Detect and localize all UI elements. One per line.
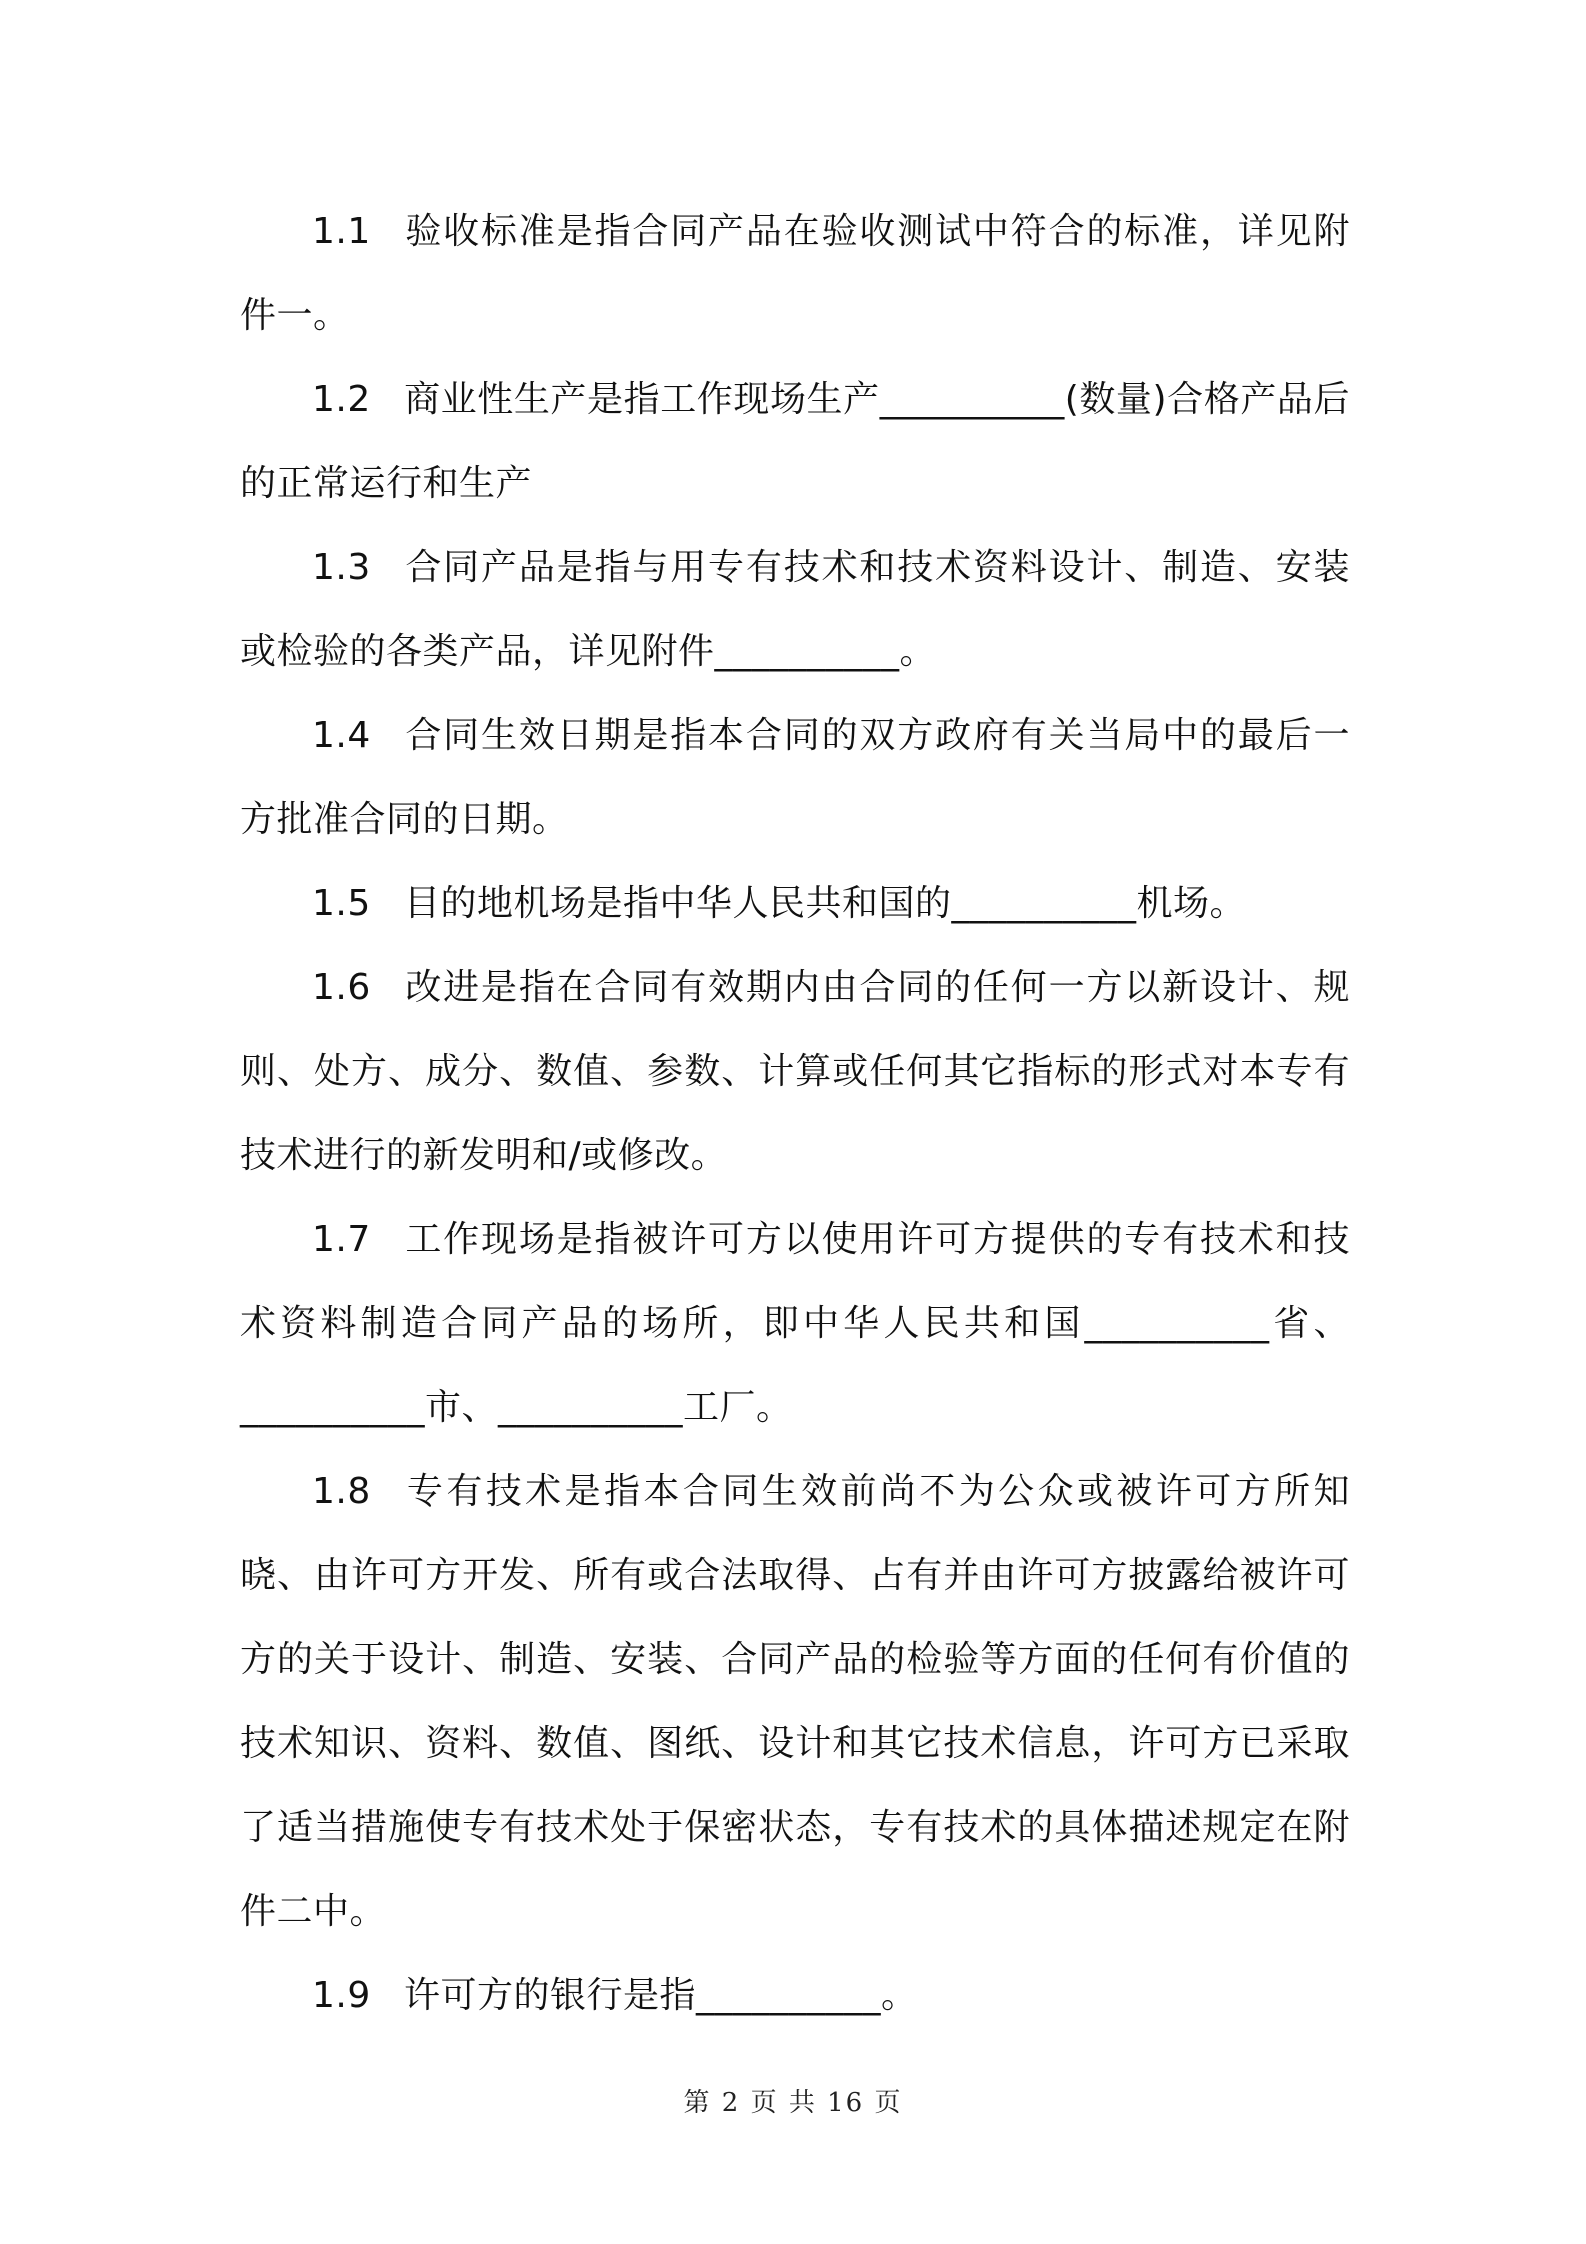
clause-text: 改进是指在合同有效期内由合同的任何一方以新设计、规则、处方、成分、数值、参数、计算或任何其它指标的形式对本专有技术进行的新发明和/或修改。 [240, 967, 1350, 1176]
clause-text: 验收标准是指合同产品在验收测试中符合的标准，详见附件一。 [240, 211, 1350, 336]
clause-text: 商业性生产是指工作现场生产__________(数量)合格产品后的正常运行和生产 [240, 379, 1350, 504]
clause-1-5 [240, 862, 1350, 946]
clause-1-7 [240, 1198, 1350, 1450]
clause-number: 1.4 [312, 715, 371, 756]
clause-1-1 [240, 190, 1350, 358]
page-number-footer: 第 2 页 共 16 页 [683, 2088, 903, 2118]
clause-1-8 [240, 1450, 1350, 1954]
clause-number: 1.2 [312, 379, 371, 420]
clause-number: 1.9 [312, 1975, 371, 2016]
clause-number: 1.3 [312, 547, 371, 588]
clause-1-3 [240, 526, 1350, 694]
clause-number: 1.5 [312, 883, 371, 924]
clause-1-4 [240, 694, 1350, 862]
clause-1-2 [240, 358, 1350, 526]
clause-text: 许可方的银行是指__________。 [404, 1975, 918, 2016]
clause-number: 1.8 [312, 1471, 371, 1512]
clause-number: 1.7 [312, 1219, 371, 1260]
clause-1-9 [240, 1954, 1350, 2038]
clause-list [240, 190, 1350, 2038]
clause-number: 1.1 [312, 211, 371, 252]
clause-number: 1.6 [312, 967, 371, 1008]
clause-text: 合同产品是指与用专有技术和技术资料设计、制造、安装或检验的各类产品，详见附件__________。 [240, 547, 1350, 672]
clause-text: 合同生效日期是指本合同的双方政府有关当局中的最后一方批准合同的日期。 [240, 715, 1350, 840]
clause-text: 目的地机场是指中华人民共和国的__________机场。 [404, 883, 1247, 924]
clause-text: 专有技术是指本合同生效前尚不为公众或被许可方所知晓、由许可方开发、所有或合法取得、占有并由许可方披露给被许可方的关于设计、制造、安装、合同产品的检验等方面的任何有价值的技术知识、资料、数值、图纸、设计和其它技术信息，许可方已采取了适当措施使专有技术处于保密状态，专有技术的具体描述规定在附件二中。 [240, 1471, 1350, 1932]
clause-1-6 [240, 946, 1350, 1198]
clause-text: 工作现场是指被许可方以使用许可方提供的专有技术和技术资料制造合同产品的场所，即中华人民共和国__________省、__________市、__________工厂。 [240, 1219, 1350, 1428]
